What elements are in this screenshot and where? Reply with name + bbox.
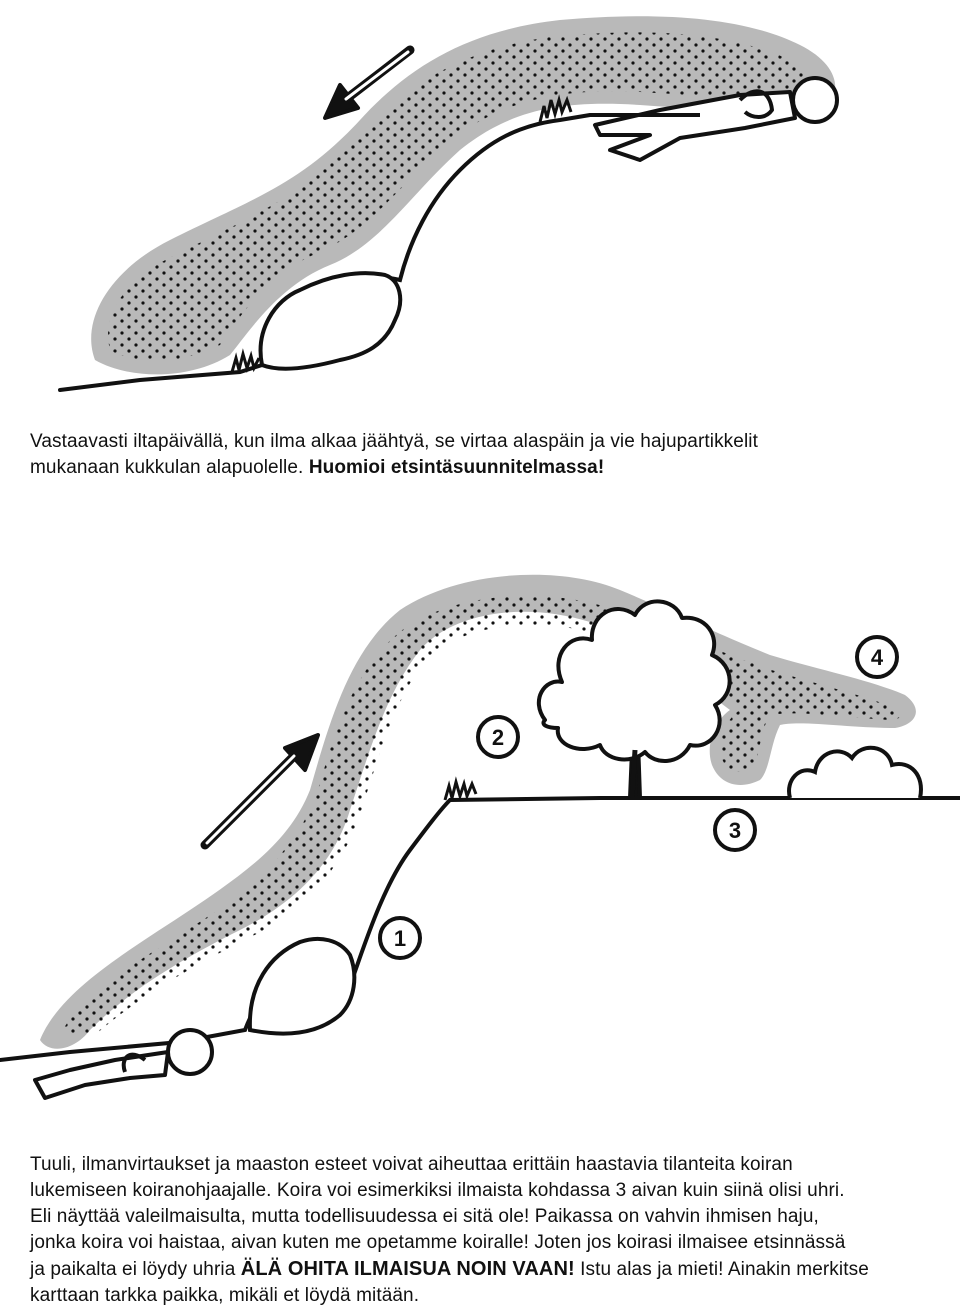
marker-2 (478, 717, 518, 757)
boulder (250, 939, 354, 1034)
wind-obstacle-drawing (0, 560, 960, 1120)
bushes (789, 748, 921, 798)
caption-line: karttaan tarkka paikka, mikäli et löydä mitään. (30, 1285, 420, 1306)
scent-dots (108, 32, 810, 360)
marker-4-label: 4 (870, 645, 884, 670)
evening-airflow-illustration (0, 0, 960, 410)
caption-line: Eli näyttää valeilmaisulta, mutta todellisuudessa ei sitä ole! Paikassa on vahvin ihmisen haju, (30, 1206, 819, 1227)
caption-line: jonka koira voi haistaa, aivan kuten me opetamme koiralle! Joten jos koirasi ilmaisee etsinnässä (30, 1232, 846, 1253)
caption-warning: ÄLÄ OHITA ILMAISUA NOIN VAAN! (240, 1258, 575, 1280)
marker-1 (380, 918, 420, 958)
grass-tuft (445, 782, 476, 800)
caption-line (30, 1256, 930, 1283)
marker-2-label: 2 (491, 725, 505, 750)
marker-4 (857, 637, 897, 677)
hill-outline (0, 798, 960, 1060)
wind-arrow-inner (207, 756, 294, 843)
evening-airflow-caption (30, 429, 930, 481)
caption-text: ja paikalta ei löydy uhria (30, 1259, 236, 1280)
caption-emphasis: Huomioi etsintäsuunnitelmassa! (308, 457, 605, 478)
caption-text: Istu alas ja mieti! Ainakin merkitse (580, 1259, 869, 1280)
wind-obstacle-caption (30, 1152, 930, 1309)
wind-obstacle-illustration (0, 560, 960, 1120)
tree (539, 601, 730, 798)
caption-text: mukanaan kukkulan alapuolelle. (30, 457, 304, 478)
evening-airflow-drawing (0, 0, 960, 410)
marker-3-label: 3 (728, 818, 742, 843)
caption-line: Tuuli, ilmanvirtaukset ja maaston esteet voivat aiheuttaa erittäin haastavia tilanteita koiran (30, 1154, 793, 1175)
caption-line: lukemiseen koiranohjaajalle. Koira voi esimerkiksi ilmaista kohdassa 3 aivan kuin siinä olisi uhri. (30, 1180, 845, 1201)
caption-line: Vastaavasti iltapäivällä, kun ilma alkaa jäähtyä, se virtaa alaspäin ja vie hajupartikkelit (30, 431, 758, 452)
caption-line (30, 455, 930, 481)
marker-3 (715, 810, 755, 850)
marker-1-label: 1 (393, 926, 407, 951)
